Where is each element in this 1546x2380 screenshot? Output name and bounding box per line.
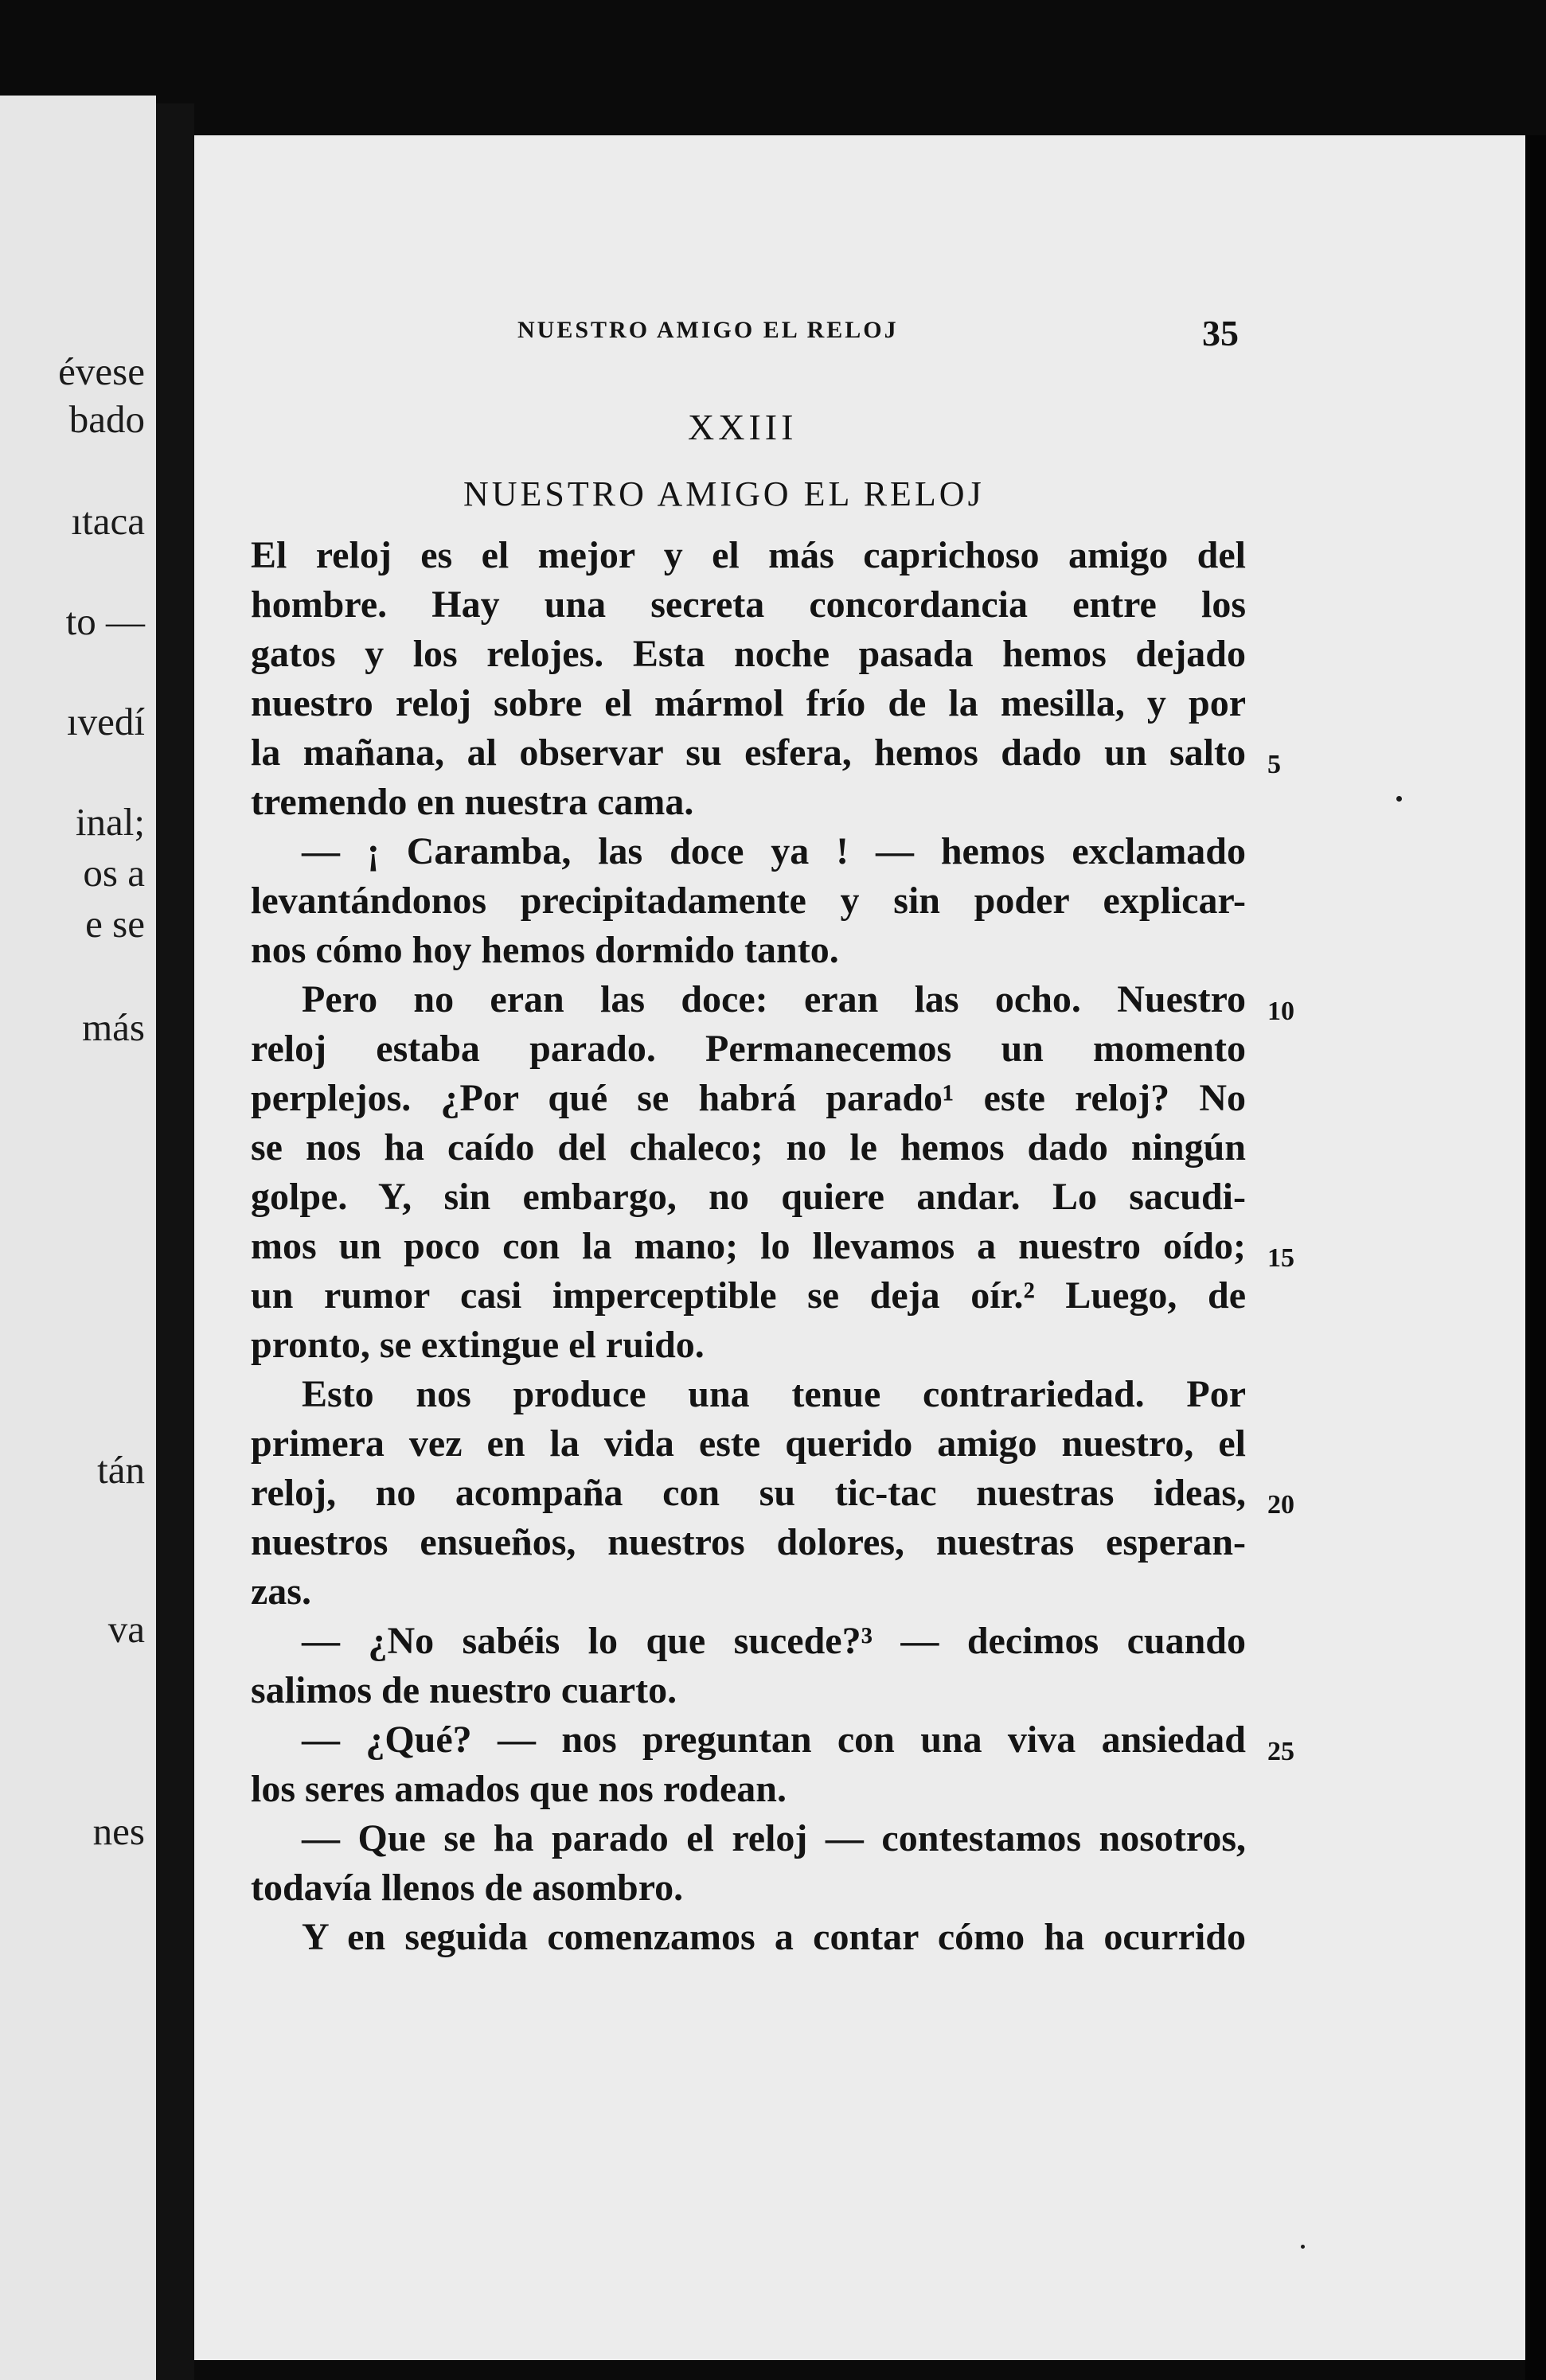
facing-page-fragment: va <box>107 1607 145 1651</box>
text-line: la mañana, al observar su esfera, hemos dado un salto <box>251 732 1246 774</box>
text-line: Esto nos produce una tenue contrariedad. Por <box>302 1373 1246 1415</box>
text-line: salimos de nuestro cuarto. <box>251 1669 677 1711</box>
facing-page-fragment: tán <box>97 1448 145 1492</box>
text-line: nos cómo hoy hemos dormido tanto. <box>251 929 839 971</box>
line-number: 25 <box>1267 1737 1294 1766</box>
text-line: — ¿No sabéis lo que sucede?³ — decimos cuando <box>302 1620 1246 1662</box>
text-line: nuestros ensueños, nuestros dolores, nuestras esperan- <box>251 1521 1246 1563</box>
line-number: 15 <box>1267 1243 1294 1273</box>
text-line: nuestro reloj sobre el mármol frío de la mesilla, y por <box>251 682 1246 724</box>
print-speck <box>1301 2245 1305 2249</box>
facing-page-fragment: ıvedí <box>67 700 145 743</box>
line-number: 10 <box>1267 997 1294 1026</box>
text-line: — Que se ha parado el reloj — contestamos nosotros, <box>302 1817 1246 1859</box>
facing-page-edge <box>0 96 156 2380</box>
facing-page-fragment: nes <box>92 1809 145 1853</box>
facing-page-fragment: e se <box>85 902 145 946</box>
facing-page-fragment: más <box>82 1005 145 1049</box>
text-line: gatos y los relojes. Esta noche pasada hemos dejado <box>251 633 1246 675</box>
facing-page-fragment: to — <box>65 599 145 643</box>
text-line: todavía llenos de asombro. <box>251 1867 684 1909</box>
text-line: — ¿Qué? — nos preguntan con una viva ansiedad <box>302 1719 1246 1761</box>
chapter-number: XXIII <box>688 407 798 447</box>
book-gutter <box>156 103 194 2380</box>
text-line: El reloj es el mejor y el más caprichoso amigo del <box>251 534 1246 576</box>
page-shadow-edge <box>1525 135 1546 2380</box>
facing-page-fragment: bado <box>68 397 145 441</box>
text-line: primera vez en la vida este querido amigo nuestro, el <box>251 1422 1246 1465</box>
text-line: un rumor casi imperceptible se deja oír.² Luego, de <box>251 1274 1246 1317</box>
facing-page-fragment: évese <box>58 349 145 393</box>
text-line: perplejos. ¿Por qué se habrá parado¹ este reloj? No <box>251 1077 1246 1119</box>
text-line: los seres amados que nos rodean. <box>251 1768 787 1810</box>
text-line: hombre. Hay una secreta concordancia entre los <box>251 583 1246 626</box>
print-speck <box>1396 796 1402 802</box>
text-line: tremendo en nuestra cama. <box>251 781 694 823</box>
text-line: — ¡ Caramba, las doce ya ! — hemos exclamado <box>302 830 1246 872</box>
body-text <box>251 531 1246 1962</box>
facing-page-fragment: inal; <box>75 800 145 844</box>
line-number: 5 <box>1267 750 1281 779</box>
text-line: reloj estaba parado. Permanecemos un momento <box>251 1028 1246 1070</box>
text-line: Y en seguida comenzamos a contar cómo ha ocurrido <box>302 1916 1246 1958</box>
text-line: levantándonos precipitadamente y sin poder explicar- <box>251 880 1246 922</box>
facing-page-fragment: ıtaca <box>71 499 145 543</box>
line-number: 20 <box>1267 1490 1294 1520</box>
running-head: NUESTRO AMIGO EL RELOJ <box>517 317 899 343</box>
chapter-title: NUESTRO AMIGO EL RELOJ <box>463 474 985 513</box>
text-line: mos un poco con la mano; lo llevamos a nuestro oído; <box>251 1225 1246 1267</box>
text-line: Pero no eran las doce: eran las ocho. Nuestro <box>302 978 1246 1020</box>
text-line: se nos ha caído del chaleco; no le hemos dado ningún <box>251 1126 1246 1169</box>
facing-page-fragment: os a <box>83 851 145 895</box>
page-number: 35 <box>1202 313 1239 353</box>
text-line: zas. <box>251 1570 311 1613</box>
text-line: golpe. Y, sin embargo, no quiere andar. Lo sacudi- <box>251 1176 1246 1218</box>
text-line: reloj, no acompaña con su tic-tac nuestras ideas, <box>251 1472 1246 1514</box>
text-line: pronto, se extingue el ruido. <box>251 1324 705 1366</box>
